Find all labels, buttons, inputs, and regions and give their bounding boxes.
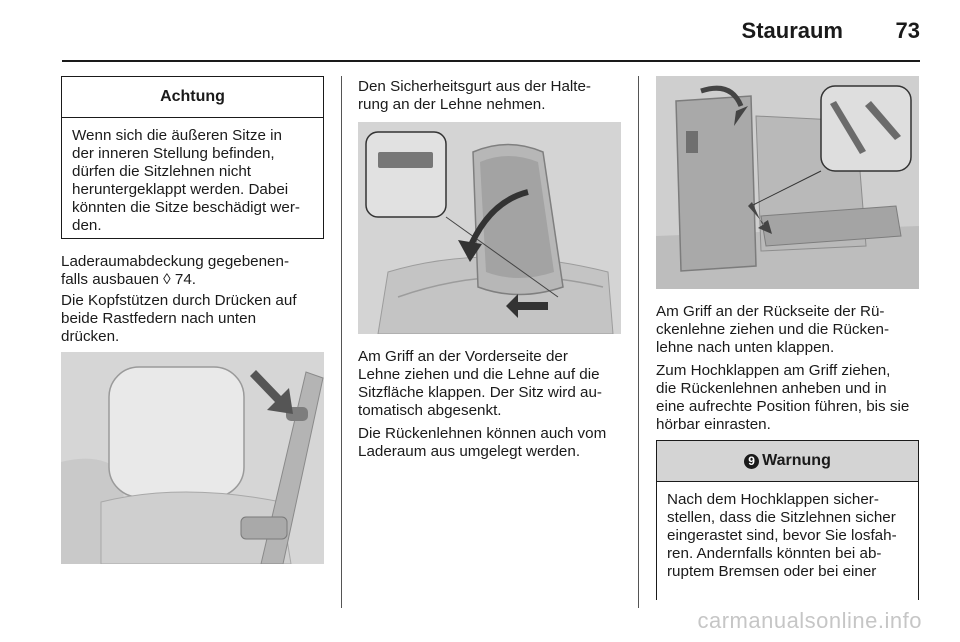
- text-line: Den Sicherheitsgurt aus der Halte-: [358, 78, 591, 95]
- text-line: dürfen die Sitzlehnen nicht: [72, 163, 251, 180]
- text-line: den.: [72, 217, 102, 234]
- warning-heading-label: Warnung: [762, 452, 831, 469]
- page-header: [0, 0, 960, 62]
- text-line: drücken.: [61, 328, 120, 345]
- text-line: eingerastet sind, bevor Sie losfah-: [667, 527, 897, 544]
- text-line: ruptem Bremsen oder bei einer: [667, 563, 877, 580]
- text-line: Die Rückenlehnen können auch vom: [358, 425, 607, 442]
- text-line: Die Kopfstützen durch Drücken auf: [61, 292, 297, 309]
- text-line: Nach dem Hochklappen sicher-: [667, 491, 879, 508]
- cover-removal-paragraph: [61, 253, 331, 289]
- header-rule: [62, 60, 920, 62]
- text-line: der inneren Stellung befinden,: [72, 145, 275, 162]
- text-line: Lehne ziehen und die Lehne auf die: [358, 366, 600, 383]
- text-line: Laderaumabdeckung gegebenen-: [61, 253, 289, 270]
- section-title: Stauraum: [741, 18, 843, 43]
- text-line: heruntergeklappt werden. Dabei: [72, 181, 289, 198]
- text-line: ren. Andernfalls könnten bei ab-: [667, 545, 882, 562]
- text-line: hörbar einrasten.: [656, 416, 771, 433]
- caution-text: [62, 118, 323, 235]
- text-line: rung an der Lehne nehmen.: [358, 96, 546, 113]
- text-line: beide Rastfedern nach unten: [61, 310, 257, 327]
- seat-fold-illustration: [358, 122, 621, 334]
- text-line: Am Griff an der Vorderseite der: [358, 348, 568, 365]
- text-line: Wenn sich die äußeren Sitze in: [72, 127, 282, 144]
- column-divider-2: [638, 76, 639, 608]
- text-line: Sitzfläche klappen. Der Sitz wird au-: [358, 384, 602, 401]
- warning-icon: 9: [744, 454, 759, 469]
- cargo-fold-paragraph: [358, 425, 633, 461]
- text-line: lehne nach unten klappen.: [656, 339, 835, 356]
- watermark: carmanualsonline.info: [697, 608, 922, 633]
- text-line: stellen, dass die Sitzlehnen sicher: [667, 509, 896, 526]
- column-divider-1: [341, 76, 342, 608]
- warning-text: [657, 482, 918, 581]
- text-line: die Rückenlehnen anheben und in: [656, 380, 887, 397]
- warning-heading: [657, 441, 918, 482]
- cargo-area-illustration: [656, 76, 919, 289]
- caution-heading: Achtung: [62, 77, 323, 118]
- warning-box: [656, 440, 919, 600]
- headrest-illustration: [61, 352, 324, 564]
- text-line: tomatisch abgesenkt.: [358, 402, 502, 419]
- belt-paragraph: [358, 78, 628, 114]
- text-line: eine aufrechte Position führen, bis sie: [656, 398, 910, 415]
- caution-box: [61, 76, 324, 239]
- headrest-paragraph: [61, 292, 331, 346]
- fold-seat-paragraph: [358, 348, 633, 420]
- text-line: könnten die Sitze beschädigt wer-: [72, 199, 300, 216]
- text-line: Am Griff an der Rückseite der Rü-: [656, 303, 885, 320]
- text-line: ckenlehne ziehen und die Rücken-: [656, 321, 890, 338]
- page-number: 73: [895, 18, 920, 43]
- fold-up-paragraph: [656, 362, 926, 434]
- text-line: Zum Hochklappen am Griff ziehen,: [656, 362, 891, 379]
- page-reference-line[interactable]: falls ausbauen ◊ 74.: [61, 271, 197, 288]
- text-line: Laderaum aus umgelegt werden.: [358, 443, 581, 460]
- rear-handle-paragraph: [656, 303, 926, 357]
